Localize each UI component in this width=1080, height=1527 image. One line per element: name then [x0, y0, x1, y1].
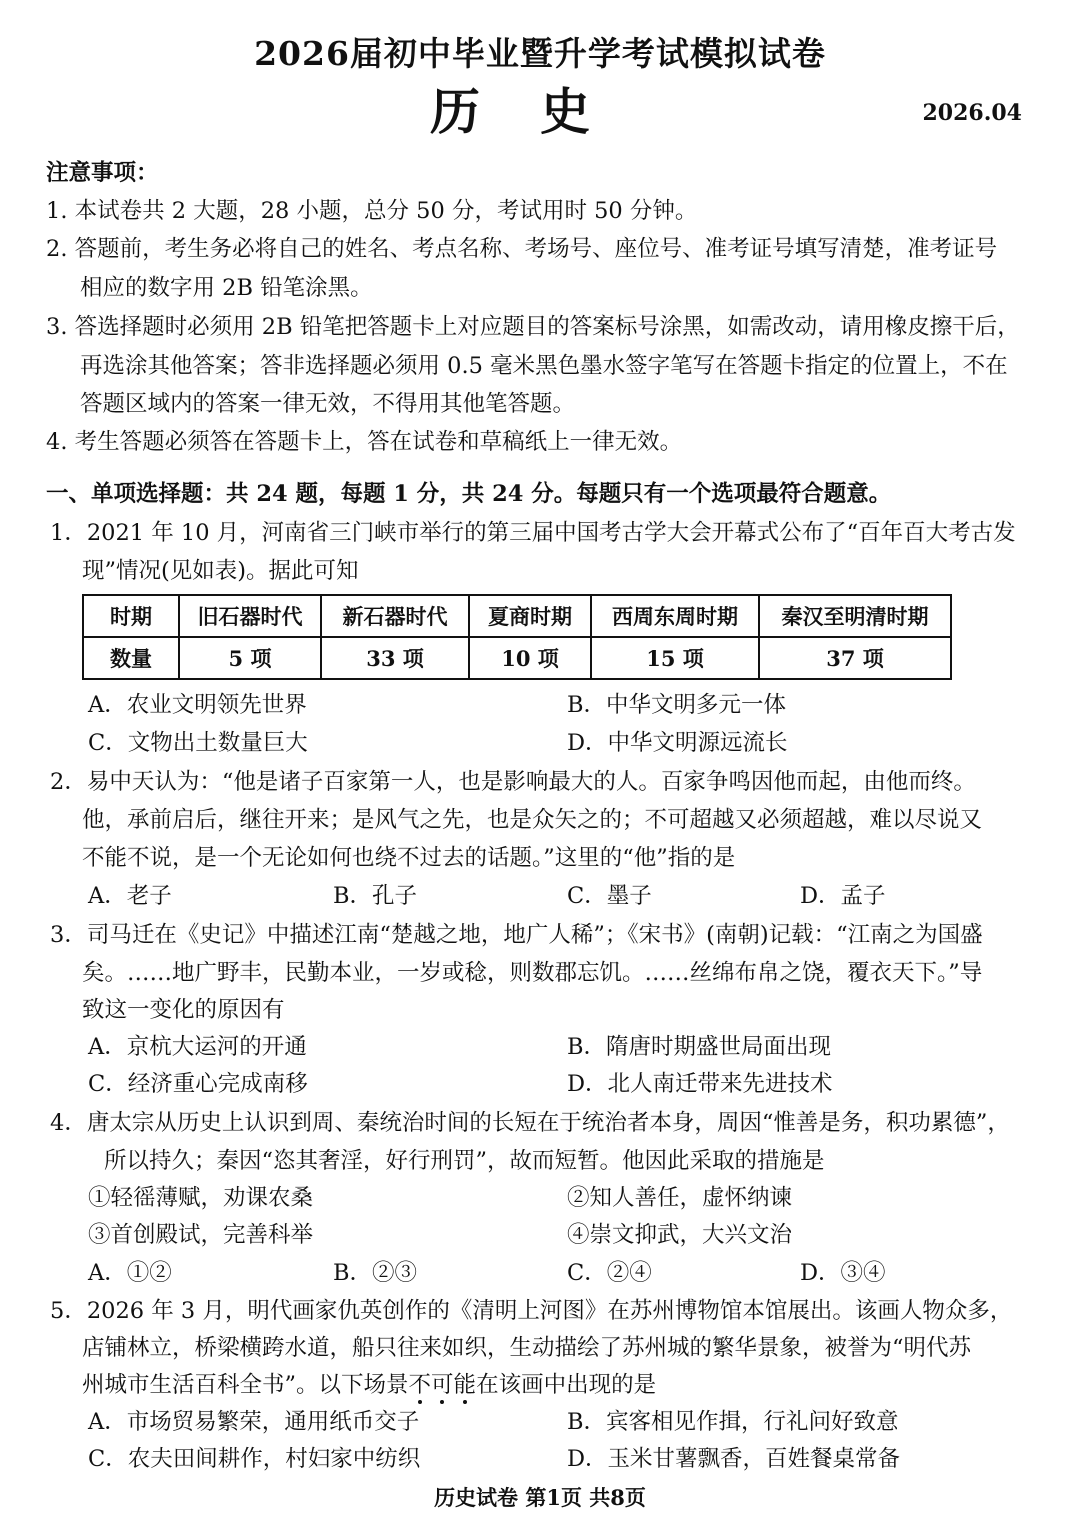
statement-2: ②知人善任，虚怀纳谏: [567, 1185, 793, 1211]
table-row: [83, 637, 951, 679]
option-d: D．③④: [800, 1260, 886, 1286]
emphasis-char: 可: [431, 1372, 454, 1398]
note-line: 再选涂其他答案；答非选择题必须用 0.5 毫米黑色墨水签字笔写在答题卡指定的位置上，不在: [80, 353, 1008, 379]
table-cell: 旧石器时代: [179, 595, 321, 637]
table-cell: 15 项: [591, 637, 759, 679]
table-cell: 西周东周时期: [591, 595, 759, 637]
line-text: 在该画中出现的是: [476, 1372, 657, 1398]
question-5-line: 5．2026 年 3 月，明代画家仇英创作的《清明上河图》在苏州博物馆本馆展出。该画人物众多，: [50, 1298, 1013, 1324]
option-d: D．中华文明源远流长: [567, 730, 788, 756]
option-c: C．墨子: [567, 883, 652, 909]
line-text: 州城市生活百科全书”。以下场景: [82, 1372, 409, 1398]
question-3-line: 矣。……地广野丰，民勤本业，一岁或稔，则数郡忘饥。……丝绵布帛之饶，覆衣天下。”导: [82, 960, 983, 986]
emphasis-char: 能: [453, 1372, 477, 1398]
note-line: 答题区域内的答案一律无效，不得用其他笔答题。: [80, 391, 576, 417]
subject-title: 历史: [430, 82, 650, 141]
option-a: A．老子: [88, 883, 172, 909]
notes-heading: 注意事项：: [46, 160, 159, 186]
table-cell: 夏商时期: [469, 595, 591, 637]
table-cell: 33 项: [321, 637, 469, 679]
note-line: 1. 本试卷共 2 大题，28 小题，总分 50 分，考试用时 50 分钟。: [46, 198, 698, 224]
option-d: D．北人南迁带来先进技术: [567, 1071, 833, 1097]
statement-4: ④崇文抑武，大兴文治: [567, 1222, 793, 1248]
option-a: A．①②: [88, 1260, 172, 1286]
note-line: 相应的数字用 2B 铅笔涂黑。: [80, 275, 373, 301]
option-b: B．宾客相见作揖，行礼问好致意: [567, 1409, 899, 1435]
table-cell: 5 项: [179, 637, 321, 679]
statement-3: ③首创殿试，完善科举: [88, 1222, 314, 1248]
option-c: C．②④: [567, 1260, 652, 1286]
note-line: 3. 答选择题时必须用 2B 铅笔把答题卡上对应题目的答案标号涂黑，如需改动，请用橡皮擦干后，: [46, 314, 1020, 340]
option-d: D．玉米甘薯飘香，百姓餐桌常备: [567, 1446, 901, 1472]
exam-date: 2026.04: [922, 100, 1022, 126]
option-d: D．孟子: [800, 883, 886, 909]
question-1-line: 现”情况(见如表)。据此可知: [82, 558, 359, 584]
question-5-line: [82, 1367, 656, 1403]
question-2-line: 不能不说，是一个无论如何也绕不过去的话题。”这里的“他”指的是: [82, 845, 736, 871]
option-c: C．经济重心完成南移: [88, 1071, 308, 1097]
table-cell: 数量: [83, 637, 179, 679]
statement-1: ①轻徭薄赋，劝课农桑: [88, 1185, 314, 1211]
option-c: C．农夫田间耕作，村妇家中纺织: [88, 1446, 421, 1472]
emphasis-char: 不: [408, 1372, 432, 1398]
question-3-line: 3．司马迁在《史记》中描述江南“楚越之地，地广人稀”；《宋书》(南朝)记载：“江南之为国盛: [50, 922, 983, 948]
option-a: A．市场贸易繁荣，通用纸币交子: [88, 1409, 420, 1435]
option-b: B．②③: [333, 1260, 418, 1286]
question-3-line: 致这一变化的原因有: [82, 997, 285, 1023]
archaeology-table: [82, 594, 952, 680]
table-cell: 时期: [83, 595, 179, 637]
table-cell: 37 项: [759, 637, 951, 679]
option-c: C．文物出土数量巨大: [88, 730, 308, 756]
exam-title: 2026届初中毕业暨升学考试模拟试卷: [254, 34, 826, 73]
question-1-line: 1．2021 年 10 月，河南省三门峡市举行的第三届中国考古学大会开幕式公布了“百年百大考古发: [50, 520, 1016, 546]
question-4-line: 4．唐太宗从历史上认识到周、秦统治时间的长短在于统治者本身，周因“惟善是务，积功累德”，: [50, 1110, 1010, 1136]
option-b: B．隋唐时期盛世局面出现: [567, 1034, 832, 1060]
question-4-line: 所以持久；秦因“恣其奢淫，好行刑罚”，故而短暂。他因此采取的措施是: [104, 1148, 825, 1174]
note-line: 2. 答题前，考生务必将自己的姓名、考点名称、考场号、座位号、准考证号填写清楚，准考证号: [46, 236, 998, 262]
table-header-row: [83, 595, 951, 637]
section-heading: 一、单项选择题：共 24 题，每题 1 分，共 24 分。每题只有一个选项最符合题意。: [46, 481, 892, 507]
note-line: 4. 考生答题必须答在答题卡上，答在试卷和草稿纸上一律无效。: [46, 429, 683, 455]
question-2-line: 2．易中天认为：“他是诸子百家第一人，也是影响最大的人。百家争鸣因他而起，由他而终。: [50, 769, 976, 795]
question-2-line: 他，承前启后，继往开来；是风气之先，也是众矢之的；不可超越又必须超越，难以尽说又: [82, 807, 983, 833]
table-cell: 秦汉至明清时期: [759, 595, 951, 637]
option-a: A．农业文明领先世界: [88, 692, 307, 718]
option-b: B．孔子: [333, 883, 418, 909]
option-a: A．京杭大运河的开通: [88, 1034, 307, 1060]
page-footer: 历史试卷 第1页 共8页: [434, 1485, 646, 1510]
table-cell: 10 项: [469, 637, 591, 679]
question-5-line: 店铺林立，桥梁横跨水道，船只往来如织，生动描绘了苏州城的繁华景象，被誉为“明代苏: [82, 1335, 972, 1361]
option-b: B．中华文明多元一体: [567, 692, 787, 718]
table-cell: 新石器时代: [321, 595, 469, 637]
